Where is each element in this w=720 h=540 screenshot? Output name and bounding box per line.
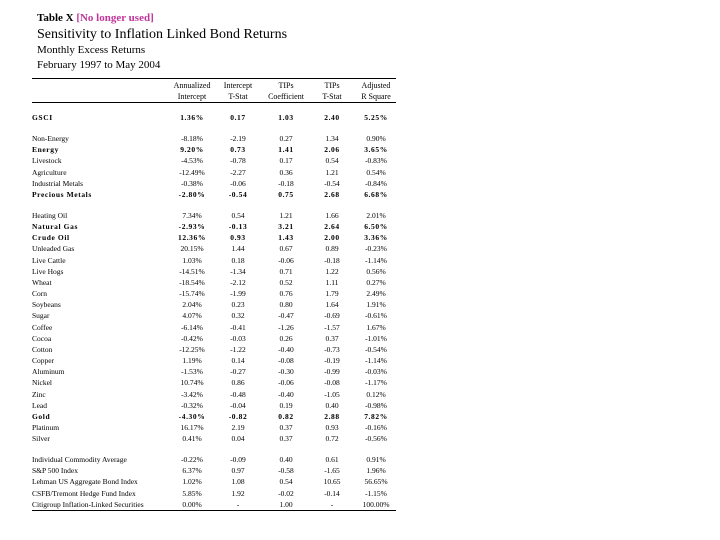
table-cell: -1.17% xyxy=(365,378,387,388)
table-cell: -0.06 xyxy=(230,178,246,188)
table-row xyxy=(32,189,396,200)
row-label: Heating Oil xyxy=(32,211,68,220)
table-cell: 5.25% xyxy=(364,113,388,122)
table-cell: 0.17 xyxy=(230,113,246,122)
table-cell: 1.22 xyxy=(325,266,339,276)
table-cell: -1.01% xyxy=(365,333,387,343)
table-cell: -0.18 xyxy=(278,178,294,188)
table-cell: -0.42% xyxy=(181,333,203,343)
table-cell: 1.66 xyxy=(325,211,339,220)
table-cell: -2.12 xyxy=(230,277,246,287)
row-label: Gold xyxy=(32,411,51,421)
row-label: Individual Commodity Average xyxy=(32,455,127,464)
table-cell: -1.14% xyxy=(365,356,387,366)
table-row xyxy=(32,465,396,476)
table-cell: 1.91% xyxy=(366,300,386,310)
table-cell: -0.54 xyxy=(228,190,248,199)
table-cell: -0.02 xyxy=(278,488,294,498)
table-number: Table X [No longer used] xyxy=(37,12,154,24)
table-cell: -0.06 xyxy=(278,378,294,388)
table-cell: 1.34 xyxy=(325,134,339,143)
row-label: Soybeans xyxy=(32,300,61,310)
table-cell: 0.71 xyxy=(279,266,293,276)
row-label: Precious Metals xyxy=(32,190,92,199)
table-cell: 0.91% xyxy=(366,455,386,464)
table-cell: -1.26 xyxy=(278,322,294,332)
table-cell: 6.37% xyxy=(182,466,202,476)
table-cell: 2.64 xyxy=(324,222,340,232)
table-cell: 10.74% xyxy=(180,378,204,388)
table-cell: 1.21 xyxy=(279,211,293,220)
table-cell: 2.01% xyxy=(366,211,386,220)
table-cell: -0.19 xyxy=(324,356,340,366)
row-label: Nickel xyxy=(32,378,52,388)
table-row xyxy=(32,422,396,433)
row-label: CSFB/Tremont Hedge Fund Index xyxy=(32,488,136,498)
table-cell: 7.34% xyxy=(182,211,202,220)
table-row xyxy=(32,322,396,333)
table-cell: 6.50% xyxy=(364,222,388,232)
table-cell: -0.32% xyxy=(181,400,203,410)
table-cell: -0.27 xyxy=(230,367,246,377)
table-row xyxy=(32,288,396,299)
table-row xyxy=(32,167,396,178)
table-cell: 3.21 xyxy=(278,222,294,232)
table-cell: -15.74% xyxy=(179,289,205,299)
column-header: Intercept T-Stat xyxy=(223,81,253,101)
table-cell: 0.56% xyxy=(366,266,386,276)
table-cell: -4.53% xyxy=(181,156,203,166)
table-cell: 2.88 xyxy=(324,411,340,421)
table-cell: 0.89 xyxy=(325,244,339,254)
table-row xyxy=(32,178,396,189)
table-cell: -2.27 xyxy=(230,167,246,177)
table-cell: 0.23 xyxy=(231,300,245,310)
table-cell: 1.44 xyxy=(231,244,245,254)
row-label: Sugar xyxy=(32,311,50,321)
table-cell: 3.65% xyxy=(364,145,388,155)
table-cell: 0.00% xyxy=(182,499,202,509)
row-label: Lehman US Aggregate Bond Index xyxy=(32,477,138,487)
table-row xyxy=(32,255,396,266)
table-cell: 1.21 xyxy=(325,167,339,177)
table-bottom-rule xyxy=(32,510,396,511)
table-cell: -0.84% xyxy=(365,178,387,188)
table-cell: 0.86 xyxy=(231,378,245,388)
table-cell: -0.04 xyxy=(230,400,246,410)
table-cell: -8.18% xyxy=(181,134,203,143)
table-cell: 2.00 xyxy=(324,233,340,243)
table-cell: 0.61 xyxy=(325,455,339,464)
row-label: Citigroup Inflation-Linked Securities xyxy=(32,499,144,509)
row-label: Aluminum xyxy=(32,367,65,377)
table-cell: 1.11 xyxy=(325,277,339,287)
table-cell: -0.14 xyxy=(324,488,340,498)
table-cell: 2.40 xyxy=(324,113,340,122)
table-cell: -2.93% xyxy=(178,222,206,232)
table-row xyxy=(32,454,396,465)
table-cell: -1.53% xyxy=(181,367,203,377)
table-cell: -0.98% xyxy=(365,400,387,410)
table-cell: 0.32 xyxy=(231,311,245,321)
row-label: Corn xyxy=(32,289,47,299)
page-title: Sensitivity to Inflation Linked Bond Returns xyxy=(37,27,288,42)
table-cell: -0.13 xyxy=(228,222,248,232)
table-cell: -0.99 xyxy=(324,367,340,377)
table-cell: -12.25% xyxy=(179,344,205,354)
table-cell: 1.64 xyxy=(325,300,339,310)
table-cell: 20.15% xyxy=(180,244,204,254)
table-cell: 0.04 xyxy=(231,434,245,444)
table-cell: 1.92 xyxy=(231,488,245,498)
table-cell: -0.22% xyxy=(181,455,203,464)
table-cell: -0.30 xyxy=(278,367,294,377)
table-cell: 0.54 xyxy=(279,477,293,487)
table-row xyxy=(32,333,396,344)
table-cell: 7.82% xyxy=(364,411,388,421)
table-cell: -0.03% xyxy=(365,367,387,377)
row-label: Zinc xyxy=(32,389,46,399)
table-cell: -14.51% xyxy=(179,266,205,276)
table-cell: 2.68 xyxy=(324,190,340,199)
row-label: Cotton xyxy=(32,344,53,354)
table-cell: -0.54 xyxy=(324,178,340,188)
table-cell: -1.57 xyxy=(324,322,340,332)
table-cell: 1.08 xyxy=(231,477,245,487)
table-cell: -3.42% xyxy=(181,389,203,399)
table-cell: 1.03 xyxy=(278,113,294,122)
row-label: Coffee xyxy=(32,322,53,332)
table-cell: 3.36% xyxy=(364,233,388,243)
table-row xyxy=(32,243,396,254)
table-row xyxy=(32,344,396,355)
table-cell: 1.19% xyxy=(182,356,202,366)
table-row xyxy=(32,133,396,144)
column-header: TIPs T-Stat xyxy=(322,81,342,101)
table-cell: 0.19 xyxy=(279,400,293,410)
table-cell: 0.93 xyxy=(230,233,246,243)
table-cell: -0.16% xyxy=(365,423,387,433)
table-cell: - xyxy=(330,499,334,509)
table-cell: 0.37 xyxy=(325,333,339,343)
table-cell: -1.15% xyxy=(365,488,387,498)
table-cell: -4.30% xyxy=(178,411,206,421)
table-cell: 0.80 xyxy=(279,300,293,310)
row-label: Live Hogs xyxy=(32,266,64,276)
table-cell: -0.06 xyxy=(278,255,294,265)
header-bottom-rule xyxy=(32,102,396,103)
table-cell: -0.47 xyxy=(278,311,294,321)
table-cell: 1.02% xyxy=(182,477,202,487)
table-cell: 9.20% xyxy=(180,145,204,155)
table-cell: -1.34 xyxy=(230,266,246,276)
table-cell: 1.96% xyxy=(366,466,386,476)
table-cell: -0.23% xyxy=(365,244,387,254)
table-cell: 0.52 xyxy=(279,277,293,287)
table-cell: -0.83% xyxy=(365,156,387,166)
table-cell: 0.37 xyxy=(279,434,293,444)
table-cell: -12.49% xyxy=(179,167,205,177)
row-label: Energy xyxy=(32,145,59,155)
table-cell: 1.03% xyxy=(182,255,202,265)
table-cell: 2.19 xyxy=(231,423,245,433)
table-cell: 0.17 xyxy=(279,156,293,166)
row-label: Agriculture xyxy=(32,167,67,177)
table-cell: 1.79 xyxy=(325,289,339,299)
table-cell: -0.03 xyxy=(230,333,246,343)
row-label: Crude Oil xyxy=(32,233,70,243)
row-label: Livestock xyxy=(32,156,62,166)
table-cell: 2.49% xyxy=(366,289,386,299)
row-label: GSCI xyxy=(32,113,53,122)
row-label: Industrial Metals xyxy=(32,178,84,188)
table-row xyxy=(32,355,396,366)
table-cell: -1.22 xyxy=(230,344,246,354)
table-cell: -0.78 xyxy=(230,156,246,166)
row-label: Unleaded Gas xyxy=(32,244,75,254)
table-cell: -0.08 xyxy=(278,356,294,366)
row-label: Copper xyxy=(32,356,55,366)
table-cell: 2.06 xyxy=(324,145,340,155)
no-longer-used-tag: [No longer used] xyxy=(76,12,154,24)
table-row xyxy=(32,277,396,288)
table-cell: 10.65 xyxy=(323,477,341,487)
table-cell: 1.36% xyxy=(180,113,204,122)
row-label: Platinum xyxy=(32,423,60,433)
row-label: Non-Energy xyxy=(32,134,69,143)
table-row xyxy=(32,389,396,400)
table-cell: 16.17% xyxy=(180,423,204,433)
table-cell: 0.12% xyxy=(366,389,386,399)
table-row xyxy=(32,266,396,277)
table-cell: 0.90% xyxy=(366,134,386,143)
table-row xyxy=(32,155,396,166)
table-cell: 0.41% xyxy=(182,434,202,444)
table-cell: 2.04% xyxy=(182,300,202,310)
table-cell: 6.68% xyxy=(364,190,388,199)
table-cell: - xyxy=(236,499,240,509)
row-label: Wheat xyxy=(32,277,52,287)
table-row xyxy=(32,232,396,243)
table-row xyxy=(32,299,396,310)
table-cell: -0.61% xyxy=(365,311,387,321)
table-cell: -2.19 xyxy=(230,134,246,143)
column-header: Annualized Intercept xyxy=(173,81,211,101)
table-cell: -0.69 xyxy=(324,311,340,321)
table-row xyxy=(32,144,396,155)
table-cell: 1.41 xyxy=(278,145,294,155)
table-cell: -0.41 xyxy=(230,322,246,332)
table-cell: -0.18 xyxy=(324,255,340,265)
column-header: Adjusted R Square xyxy=(361,81,391,101)
row-label: Cocoa xyxy=(32,333,52,343)
table-cell: 0.73 xyxy=(230,145,246,155)
table-cell: 0.27% xyxy=(366,277,386,287)
table-row xyxy=(32,366,396,377)
table-row xyxy=(32,400,396,411)
table-cell: 0.37 xyxy=(279,423,293,433)
row-label: Natural Gas xyxy=(32,222,78,232)
table-cell: -0.38% xyxy=(181,178,203,188)
table-cell: 0.40 xyxy=(279,455,293,464)
table-cell: -0.08 xyxy=(324,378,340,388)
subtitle: Monthly Excess Returns xyxy=(37,44,146,56)
table-row xyxy=(32,210,396,221)
table-row xyxy=(32,411,396,422)
table-row xyxy=(32,112,396,123)
table-top-rule xyxy=(32,78,396,79)
table-cell: 0.26 xyxy=(279,333,293,343)
table-cell: 4.07% xyxy=(182,311,202,321)
table-cell: -6.14% xyxy=(181,322,203,332)
table-cell: -0.58 xyxy=(278,466,294,476)
table-cell: -0.82 xyxy=(228,411,248,421)
table-cell: -0.40 xyxy=(278,344,294,354)
table-row xyxy=(32,377,396,388)
table-cell: 0.36 xyxy=(279,167,293,177)
date-range: February 1997 to May 2004 xyxy=(37,59,161,71)
table-cell: 5.85% xyxy=(182,488,202,498)
table-cell: 0.72 xyxy=(325,434,339,444)
table-cell: 0.54 xyxy=(325,156,339,166)
table-cell: 1.00 xyxy=(279,499,293,509)
table-cell: 0.40 xyxy=(325,400,339,410)
row-label: Live Cattle xyxy=(32,255,66,265)
table-cell: 0.67 xyxy=(279,244,293,254)
table-row xyxy=(32,221,396,232)
table-row xyxy=(32,433,396,444)
table-cell: 0.54 xyxy=(231,211,245,220)
table-cell: 0.82 xyxy=(278,411,294,421)
table-row xyxy=(32,488,396,499)
table-cell: 56.65% xyxy=(364,477,388,487)
table-cell: -0.56% xyxy=(365,434,387,444)
table-cell: 0.93 xyxy=(325,423,339,433)
table-cell: -1.05 xyxy=(324,389,340,399)
table-cell: -0.09 xyxy=(230,455,246,464)
table-cell: 0.18 xyxy=(231,255,245,265)
table-cell: 12.36% xyxy=(178,233,206,243)
row-label: Silver xyxy=(32,434,50,444)
table-cell: -1.99 xyxy=(230,289,246,299)
table-cell: 0.97 xyxy=(231,466,245,476)
table-cell: -0.40 xyxy=(278,389,294,399)
table-cell: 0.27 xyxy=(279,134,293,143)
table-cell: -0.73 xyxy=(324,344,340,354)
table-row xyxy=(32,476,396,487)
table-cell: -18.54% xyxy=(179,277,205,287)
table-cell: 0.76 xyxy=(279,289,293,299)
table-cell: -0.48 xyxy=(230,389,246,399)
table-cell: 0.75 xyxy=(278,190,294,199)
column-header: TIPs Coefficient xyxy=(268,81,304,101)
table-row xyxy=(32,310,396,321)
table-cell: 1.43 xyxy=(278,233,294,243)
table-cell: -1.14% xyxy=(365,255,387,265)
table-cell: 1.67% xyxy=(366,322,386,332)
row-label: Lead xyxy=(32,400,47,410)
table-cell: -2.80% xyxy=(178,190,206,199)
table-cell: -0.54% xyxy=(365,344,387,354)
table-cell: 0.14 xyxy=(231,356,245,366)
table-cell: 0.54% xyxy=(366,167,386,177)
table-cell: -1.65 xyxy=(324,466,340,476)
table-row xyxy=(32,499,396,510)
row-label: S&P 500 Index xyxy=(32,466,78,476)
table-cell: 100.00% xyxy=(362,499,390,509)
